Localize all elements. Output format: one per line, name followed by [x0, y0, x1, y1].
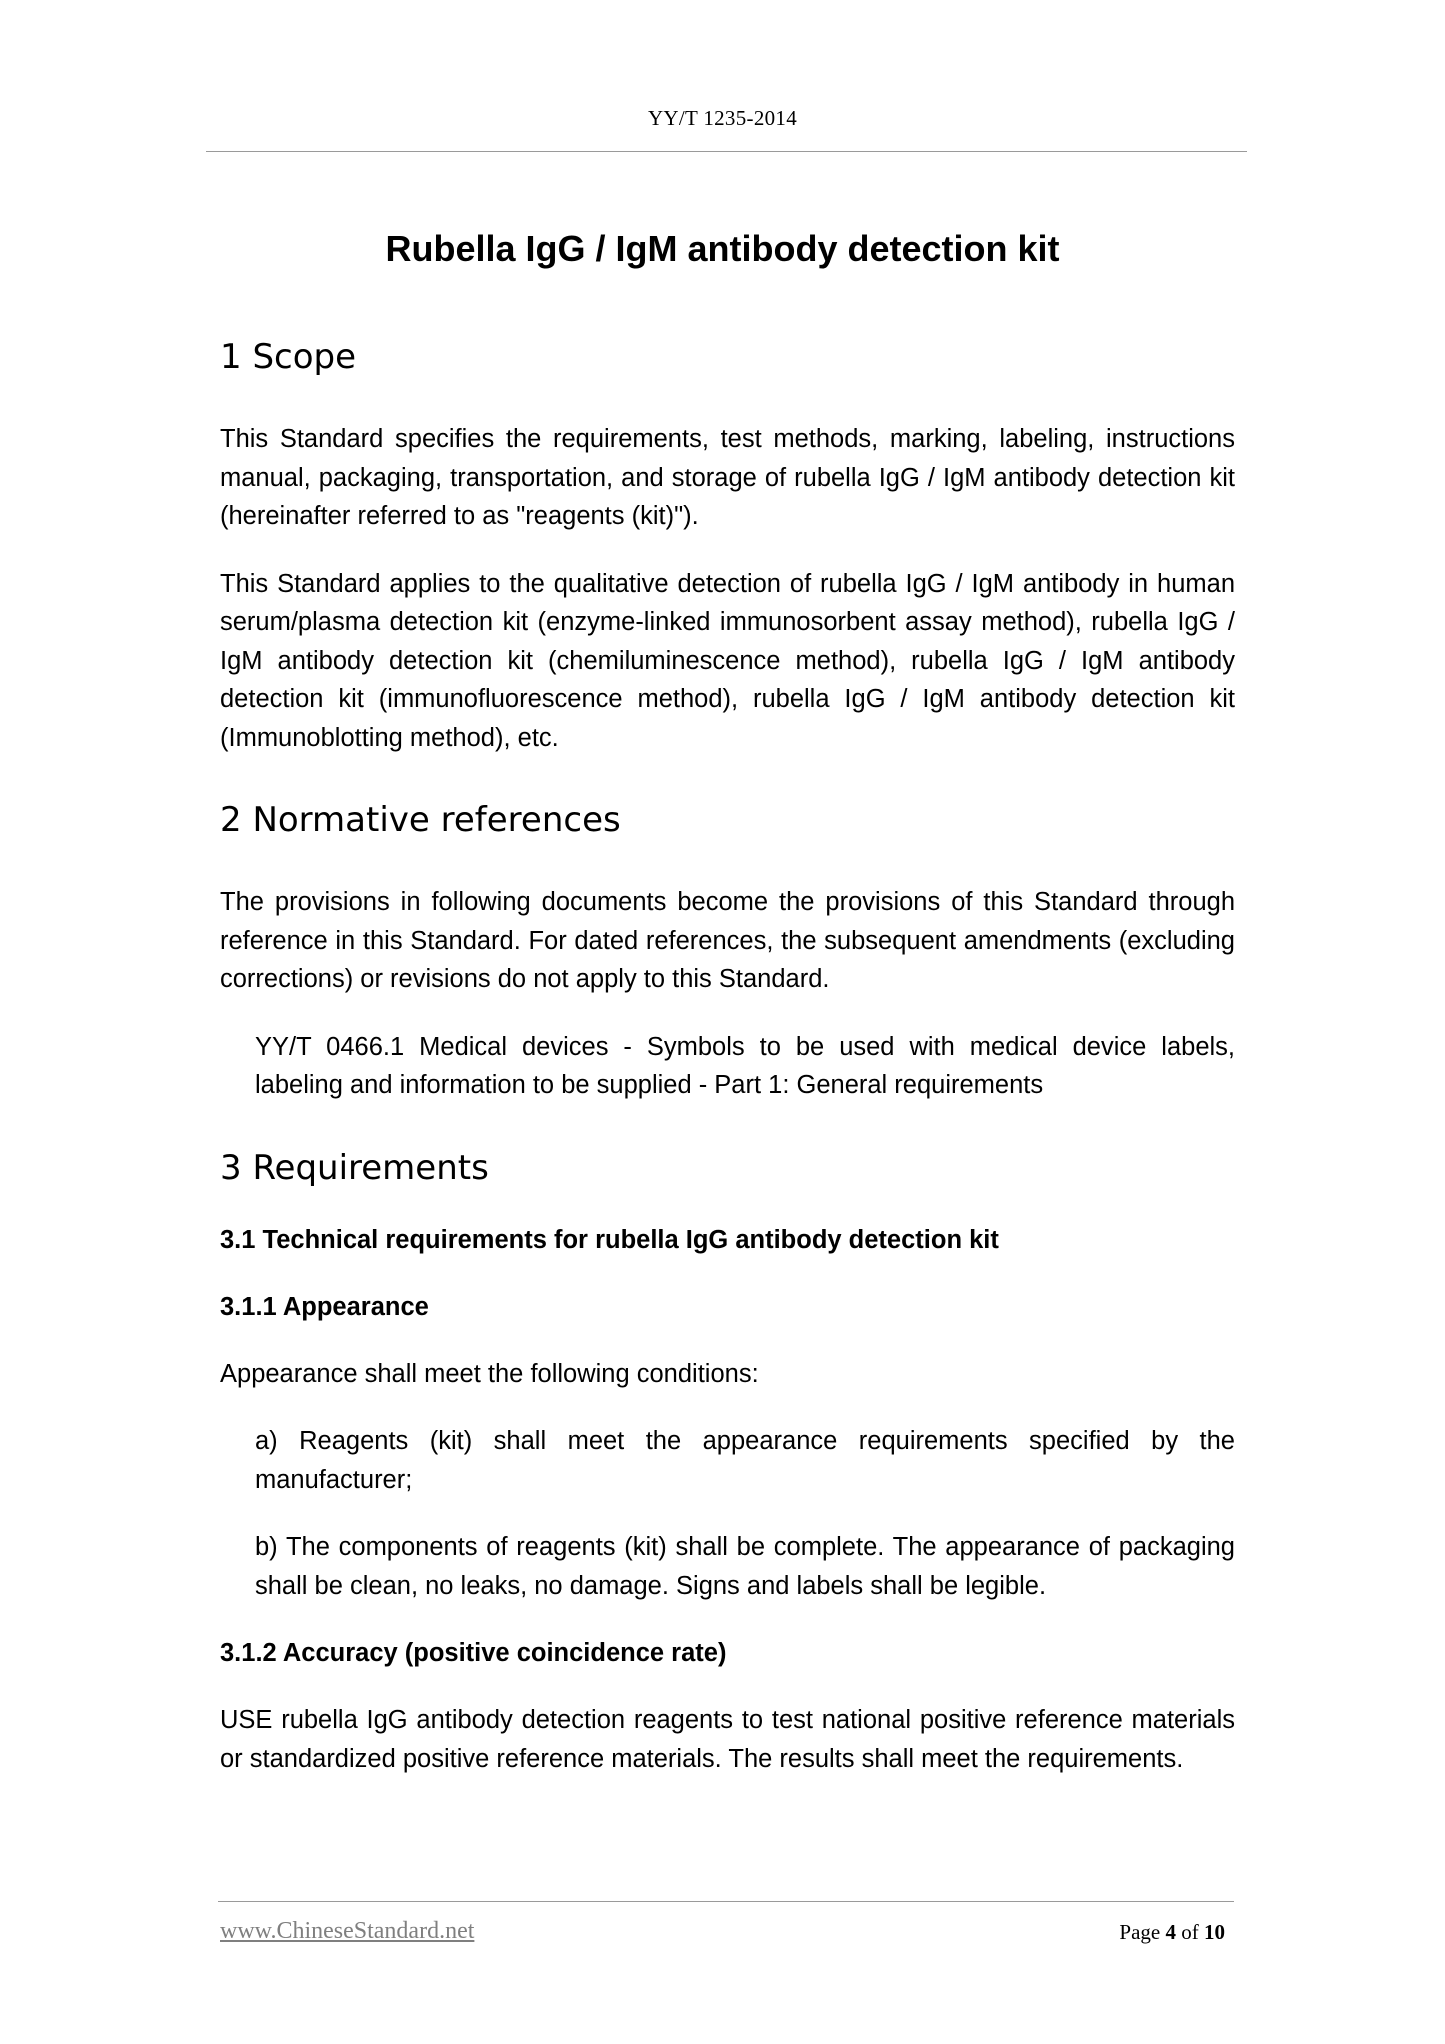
header-divider: [206, 151, 1247, 152]
normative-reference-item: YY/T 0466.1 Medical devices - Symbols to be used with medical device labels, labeling and information to be supplied - Part 1: General requirements: [255, 1032, 1235, 1099]
subsection-heading-3-1-2: 3.1.2 Accuracy (positive coincidence rate): [220, 1639, 727, 1667]
appearance-item-a: a) Reagents (kit) shall meet the appearance requirements specified by the manufacturer;: [255, 1427, 1235, 1494]
page-of: of: [1181, 1920, 1199, 1944]
subsection-heading-3-1: 3.1 Technical requirements for rubella IgG antibody detection kit: [220, 1225, 999, 1254]
footer-page-number: [1119, 1920, 1225, 1945]
footer-divider: [218, 1901, 1234, 1902]
document-header-code: YY/T 1235-2014: [647, 106, 798, 130]
scope-paragraph-1: This Standard specifies the requirements, test methods, marking, labeling, instructions manual, packaging, transportation, and storage of rubella IgG / IgM antibody detection kit (hereinafter referred to as "reagents (kit)").: [220, 425, 1235, 530]
appearance-item-b: b) The components of reagents (kit) shall be complete. The appearance of packaging shall be clean, no leaks, no damage. Signs and labels shall be legible.: [255, 1533, 1235, 1600]
scope-paragraph-2: This Standard applies to the qualitative detection of rubella IgG / IgM antibody in human serum/plasma detection kit (enzyme-linked immunosorbent assay method), rubella IgG / IgM antibody detection kit (chemiluminescence method), rubella IgG / IgM antibody detection kit (immunofluorescence method), rubella IgG / IgM antibody detection kit (Immunoblotting method), etc.: [220, 569, 1235, 752]
page-current: 4: [1165, 1920, 1176, 1944]
normative-paragraph: The provisions in following documents become the provisions of this Standard through reference in this Standard. For dated references, the subsequent amendments (excluding corrections) or revisions do not apply to this Standard.: [220, 888, 1235, 993]
document-body: [220, 334, 1235, 1807]
accuracy-paragraph: USE rubella IgG antibody detection reagents to test national positive reference materials or standardized positive reference materials. The results shall meet the requirements.: [220, 1706, 1235, 1773]
section-heading-scope: 1 Scope: [220, 337, 357, 377]
document-title: Rubella IgG / IgM antibody detection kit: [385, 228, 1060, 269]
page-total: 10: [1204, 1920, 1225, 1944]
footer-website-link[interactable]: www.ChineseStandard.net: [220, 1918, 475, 1944]
appearance-intro: Appearance shall meet the following conditions:: [220, 1359, 759, 1388]
section-heading-normative-references: 2 Normative references: [220, 800, 621, 840]
section-heading-requirements: 3 Requirements: [220, 1147, 489, 1188]
page-label: Page: [1119, 1920, 1161, 1944]
subsection-heading-3-1-1: 3.1.1 Appearance: [220, 1292, 429, 1321]
